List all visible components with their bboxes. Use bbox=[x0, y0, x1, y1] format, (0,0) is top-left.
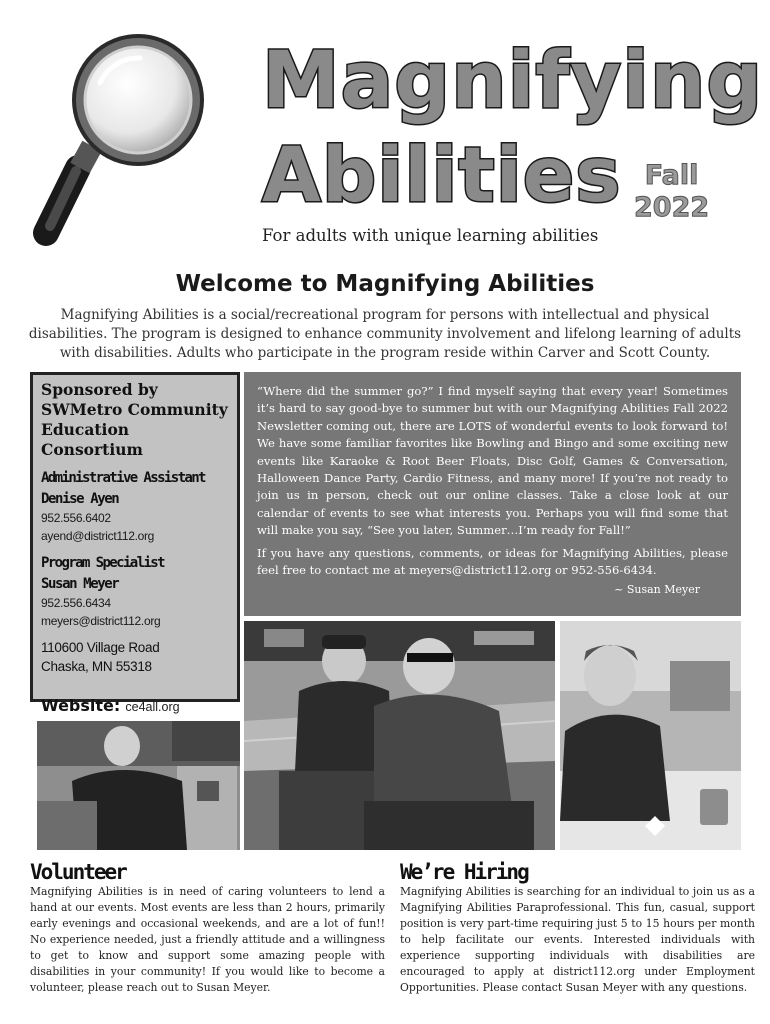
tagline: For adults with unique learning abilities bbox=[262, 226, 599, 245]
event-photo-woman bbox=[560, 621, 741, 850]
admin-phone: 952.556.6402 bbox=[41, 511, 111, 525]
admin-name: Denise Ayen bbox=[41, 491, 119, 507]
address-line: Chaska, MN 55318 bbox=[41, 659, 152, 674]
welcome-letter bbox=[244, 372, 741, 616]
welcome-intro: Magnifying Abilities is a social/recreational program for persons with intellectual and physical disabilities. The program is designed to enhance community involvement and lifelong learning of adults with disabilities. Adults who participate in the program reside within Carver and Scott County. bbox=[28, 307, 742, 361]
sponsor-line: Sponsored by bbox=[41, 380, 158, 399]
specialist-name: Susan Meyer bbox=[41, 576, 119, 592]
website-row bbox=[41, 696, 229, 715]
sponsor-line: SWMetro Community bbox=[41, 400, 228, 419]
contact-sidebar bbox=[30, 372, 240, 715]
letter-paragraph: If you have any questions, comments, or ideas for Magnifying Abilities, please feel free to contact me at meyers@district112.org or 952-556-6434. bbox=[257, 545, 728, 578]
newsletter-title-line1: Magnifying bbox=[262, 36, 764, 126]
season-label: Fall bbox=[644, 160, 699, 191]
volunteer-body: Magnifying Abilities is in need of caring volunteers to lend a hand at our events. Most events are less than 2 hours, primarily early evenings and occasional weekends, and are a lot of fun!! No experience needed, just a friendly attitude and a willingness to get to know and support some amazing people with disabilities in your community! If you would like to become a volunteer, please reach out to Susan Meyer. bbox=[30, 885, 385, 994]
website-link[interactable]: ce4all.org bbox=[125, 700, 180, 714]
season-year: 2022 bbox=[634, 192, 710, 223]
hiring-heading: We’re Hiring bbox=[400, 860, 528, 884]
admin-email-link[interactable]: ayend@district112.org bbox=[41, 529, 155, 543]
welcome-heading: Welcome to Magnifying Abilities bbox=[175, 271, 595, 297]
newsletter-title-line2: Abilities bbox=[262, 130, 622, 219]
volunteer-heading: Volunteer bbox=[30, 860, 126, 884]
season-badge bbox=[634, 160, 709, 224]
magnifying-glass-icon bbox=[30, 28, 210, 250]
letter-signature: ~ Susan Meyer bbox=[614, 583, 700, 597]
address-line: 110600 Village Road bbox=[41, 640, 160, 655]
bowling-photo bbox=[244, 621, 555, 850]
admin-role: Administrative Assistant bbox=[41, 470, 205, 486]
specialist-phone: 952.556.6434 bbox=[41, 596, 111, 610]
website-label: Website: bbox=[41, 696, 121, 715]
event-photo-man bbox=[37, 721, 240, 850]
sponsor-line: Education Consortium bbox=[41, 420, 143, 459]
letter-paragraph: “Where did the summer go?” I find myself saying that every year! Sometimes it’s hard to say good-bye to summer but with our Magnifying Abilities Fall 2022 Newsletter coming out, there are LOTS of wonderful events to look forward to! We have some familiar favorites like Bowling and Bingo and some exciting new events like Karaoke & Root Beer Floats, Disc Golf, Games & Conversation, Halloween Dance Party, Cardio Fitness, and many more! If you’re not ready to join us in person, check out our online classes. Take a close look at our calendar of events to see what interests you. Perhaps you will find some that will make you say, “See you later, Summer…I’m ready for Fall!” bbox=[257, 384, 728, 538]
hiring-body: Magnifying Abilities is searching for an individual to join us as a Magnifying Abilities Paraprofessional. This fun, casual, support position is very part-time requiring just 5 to 15 hours per month to help facilitate our events. Interested individuals with experience supporting individuals with disabilities are encouraged to apply at district112.org under Employment Opportunities. Please contact Susan Meyer with any questions. bbox=[400, 885, 755, 994]
specialist-role: Program Specialist bbox=[41, 555, 164, 571]
specialist-email-link[interactable]: meyers@district112.org bbox=[41, 614, 161, 628]
